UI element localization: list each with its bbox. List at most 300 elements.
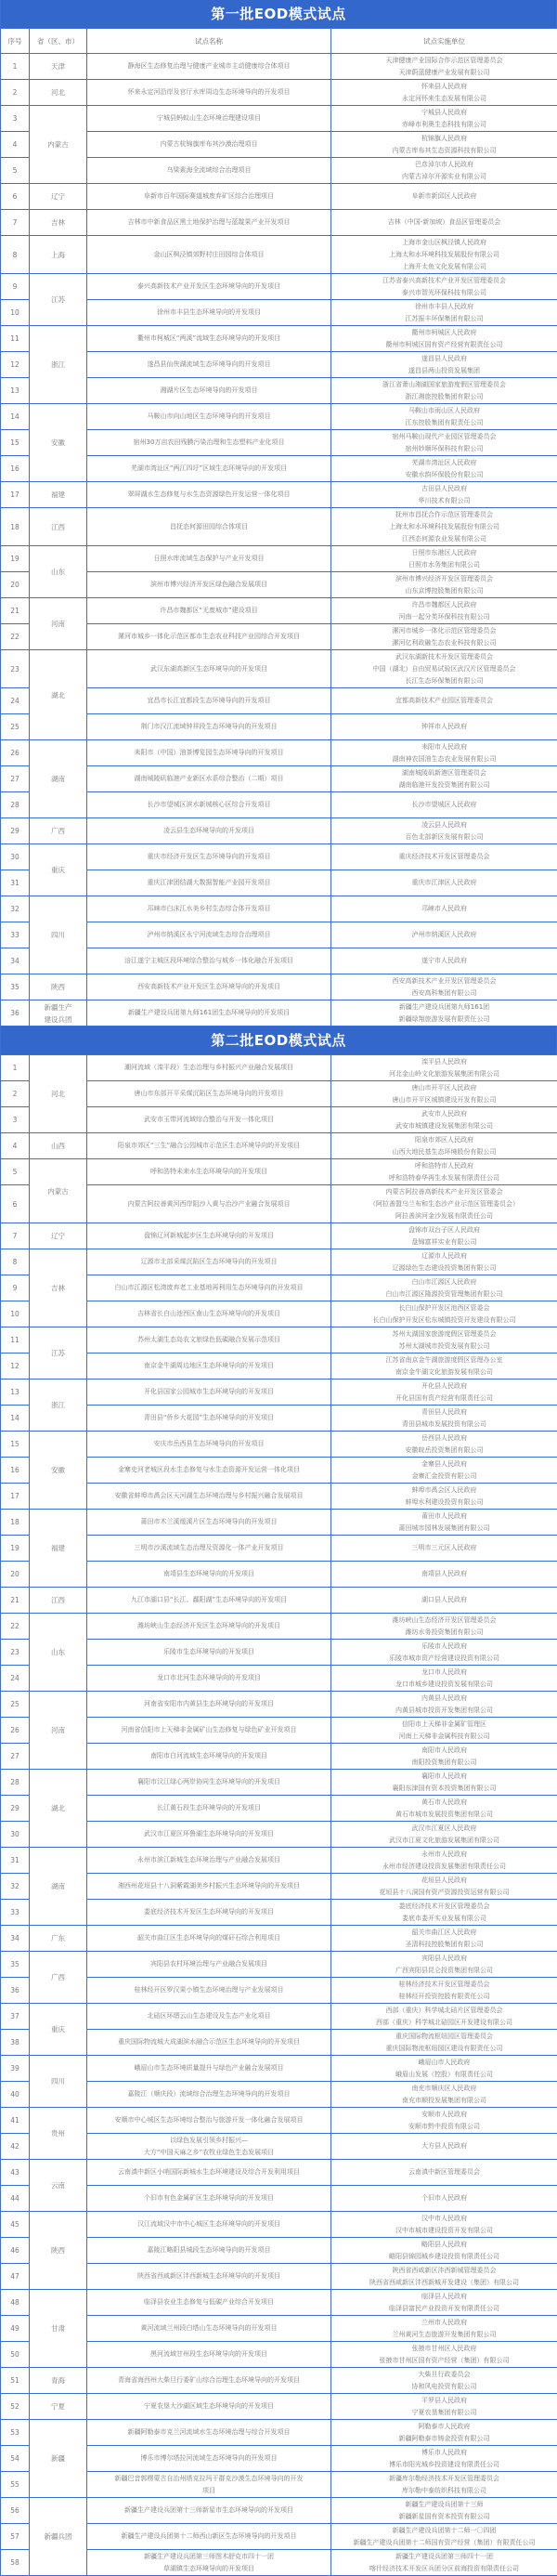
pilot-name-cell: 荆门市汉江流域钟祥段生态环境导向的开发项目 [87, 714, 331, 740]
pilot-name-cell: 武安市玉带河流域综合整治与开发一体化项目 [87, 1107, 331, 1133]
table-row [1, 1692, 557, 1718]
row-number: 21 [1, 1588, 30, 1614]
implementing-unit-cell [331, 1000, 557, 1026]
implementing-unit-line: 蚌埠水利建设投资有限公司 [333, 1497, 555, 1509]
implementing-unit-line: 宁夏农垦集团有限公司 [333, 2407, 555, 2419]
implementing-unit-line: 泸州市纳溪区人民政府 [333, 929, 555, 941]
row-number: 32 [1, 1874, 30, 1900]
row-number: 34 [1, 948, 30, 974]
implementing-unit-line: 广西宾阳县昆仑投资集团有限公司 [333, 1965, 555, 1977]
implementing-unit-line: 上海市金山区枫泾镇人民政府 [333, 237, 555, 249]
implementing-unit-line: 芜湖市湾沚区人民政府 [333, 457, 555, 469]
row-number: 13 [1, 1380, 30, 1406]
implementing-unit-line: 西安高科集团有限公司 [333, 987, 555, 1000]
implementing-unit-line: 山东京博控股集团有限公司 [333, 585, 555, 597]
implementing-unit-line: 重庆市江津区人民政府 [333, 877, 555, 889]
implementing-unit-line: 湖南神农国油生态农业发展有限公司 [333, 753, 555, 765]
province-cell: 四川 [30, 2056, 87, 2108]
pilot-name-cell: 河南省信阳市上天梯非金属矿山生态修复与绿色矿业开发项目 [87, 1718, 331, 1744]
implementing-unit-cell [331, 1770, 557, 1796]
pilot-name-cell: 耒阳市（中国）油茶博览园生态环境导向的开发项目 [87, 740, 331, 766]
implementing-unit-line: 徐州市丰县人民政府 [333, 301, 555, 313]
implementing-unit-line: 巴彦淖尔市人民政府 [333, 159, 555, 171]
pilot-name-cell: 金寨史河老城区段水生态修复与水生态资源开发运营一体化项目 [87, 1458, 331, 1484]
pilot-name-cell: 新疆生产建设兵团第九师161团生态环境导向的开发项目 [87, 1000, 331, 1026]
province-cell: 内蒙古 [30, 1159, 87, 1223]
pilot-name-cell: 内蒙古杭锦旗库布其沙漠治理项目 [87, 132, 331, 158]
implementing-unit-line: 宜都高新技术产业园区管理委员会 [333, 695, 555, 707]
table-row [1, 546, 557, 572]
row-number: 14 [1, 404, 30, 430]
implementing-unit-line: 襄阳东津国有资本投资集团有限公司 [333, 1783, 555, 1795]
pilot-name-cell: 武汉东湖高新区生态环境导向的开发项目 [87, 650, 331, 688]
row-number: 24 [1, 1666, 30, 1692]
implementing-unit-line: 武汉市江夏区人民政府 [333, 1823, 555, 1835]
row-number: 17 [1, 1484, 30, 1510]
implementing-unit-line: 临泽县富民产业投资开发有限责任公司 [333, 2303, 555, 2315]
pilot-name-cell: 宿州30万亩农田残膜污染治理和生态塑料产业化项目 [87, 430, 331, 456]
implementing-unit-line: 安徽皖岳投资集团有限公司 [333, 1445, 555, 1457]
implementing-unit-line: 武汉市江夏文化旅游发展集团有限公司 [333, 1835, 555, 1847]
table-row [1, 184, 557, 210]
implementing-unit-cell [331, 2160, 557, 2186]
batch1-title: 第一批EOD模式试点 [0, 0, 557, 28]
province-cell: 安徽 [30, 404, 87, 482]
implementing-unit-line: 汉中市人民政府 [333, 2213, 555, 2225]
row-number: 43 [1, 2160, 30, 2186]
implementing-unit-cell [331, 2108, 557, 2134]
table-row [1, 210, 557, 236]
implementing-unit-line: 滦平县人民政府 [333, 1056, 555, 1068]
row-number: 19 [1, 1536, 30, 1562]
implementing-unit-line: 新疆生产建设兵团第三师四十一团 [333, 2551, 555, 2563]
province-cell: 江苏 [30, 1327, 87, 1380]
implementing-unit-line: 日照市水务集团有限公司 [333, 559, 555, 571]
pilot-name-cell: 新疆生产建设兵团第三师图木舒克市四十一团 草湖镇生态环境导向的开发项目 [87, 2550, 331, 2576]
implementing-unit-line: 苏州太湖城市投资发展有限公司 [333, 1340, 555, 1353]
pilot-name-cell: 云南滇中新区小哨国际新城水生态环境建设及综合开发利用项目 [87, 2160, 331, 2186]
table-row [1, 740, 557, 766]
table-row [1, 2420, 557, 2446]
implementing-unit-line: 杭锦旗人民政府 [333, 133, 555, 145]
implementing-unit-cell [331, 688, 557, 714]
implementing-unit-line: 湖口县人民政府 [333, 1594, 555, 1606]
implementing-unit-line: 阜新市新邱区人民政府 [333, 190, 555, 203]
pilot-name-cell: 黄河流域兰州段白塔山生态环境导向的开发项目 [87, 2316, 331, 2342]
implementing-unit-line: 新疆新星国有资本投资有限公司 [333, 2511, 555, 2523]
implementing-unit-cell [331, 2394, 557, 2420]
implementing-unit-cell [331, 1692, 557, 1718]
implementing-unit-cell [331, 2368, 557, 2394]
row-number: 31 [1, 870, 30, 896]
row-number: 35 [1, 1952, 30, 1978]
pilot-name-cell: 三明市沙溪流域生态治理及资源化一体产业开发项目 [87, 1536, 331, 1562]
pilot-name-cell: 马鞍山市向山地区生态环境导向的开发项目 [87, 404, 331, 430]
implementing-unit-cell [331, 1223, 557, 1249]
province-cell: 甘肃 [30, 2290, 87, 2368]
implementing-unit-cell [331, 1249, 557, 1275]
pilot-name-cell: 青海省海西州大柴旦行委矿山综合治理生态环境导向的开发项目 [87, 2368, 331, 2394]
row-number: 4 [1, 1133, 30, 1159]
province-cell: 湖北 [30, 1770, 87, 1848]
pilot-name-cell: 西安高新技术产业开发区生态环境导向的开发项目 [87, 974, 331, 1000]
implementing-unit-cell [331, 2524, 557, 2550]
row-number: 27 [1, 1744, 30, 1770]
implementing-unit-line: 张掖市甘州区国有资产经营（集团）有限公司 [333, 2355, 555, 2367]
implementing-unit-line: 桂林经济技术开发区管理委员会 [333, 1979, 555, 1991]
batch1-table [0, 28, 557, 1026]
row-number: 15 [1, 1432, 30, 1458]
implementing-unit-line: 泰兴市智光环保科技有限公司 [333, 287, 555, 299]
implementing-unit-line: 遂宁市人民政府 [333, 955, 555, 967]
row-number: 29 [1, 818, 30, 844]
pilot-name-cell: 武汉市江夏区环鲁湖生态环境导向的开发项目 [87, 1822, 331, 1848]
implementing-unit-cell [331, 1926, 557, 1952]
implementing-unit-cell [331, 1406, 557, 1432]
table-row [1, 1770, 557, 1796]
implementing-unit-line: 武安市人民政府 [333, 1108, 555, 1120]
pilot-name-cell: 宁夏农垦大沙湖区域生态环境导向的开发项目 [87, 2394, 331, 2420]
row-number: 39 [1, 2056, 30, 2082]
implementing-unit-cell [331, 844, 557, 870]
row-number: 51 [1, 2368, 30, 2394]
pilot-name-cell: 南京金牛湖周边地区生态环境导向的开发项目 [87, 1353, 331, 1380]
implementing-unit-cell [331, 2498, 557, 2524]
province-cell: 重庆 [30, 2004, 87, 2056]
pilot-name-cell: 乐陵市生态环境导向的开发项目 [87, 1640, 331, 1666]
implementing-unit-line: 宿州马鞍山现代产业园区管理委员会 [333, 431, 555, 443]
implementing-unit-line: 滨州市博兴经济开发区管理委员会 [333, 573, 555, 585]
row-number: 28 [1, 792, 30, 818]
row-number: 8 [1, 1249, 30, 1275]
implementing-unit-line: 江西态何源农业发展有限公司 [333, 533, 555, 545]
implementing-unit-line: 陕西省西咸新区沣西新城管理委员会 [333, 2265, 555, 2277]
implementing-unit-line: 陕西省西咸新区沣西新城开发建设（集团）有限公司 [333, 2277, 555, 2289]
pilot-name-cell: 九江市湖口县“长江、鄱阳湖”生态环境导向的开发项目 [87, 1588, 331, 1614]
implementing-unit-line: 宿州妙顺环保科技有限公司 [333, 443, 555, 455]
implementing-unit-cell [331, 766, 557, 792]
row-number: 5 [1, 1159, 30, 1185]
pilot-name-cell: 韶关市曲江区生态环境导向的煤矸石综合利用项目 [87, 1926, 331, 1952]
pilot-name-cell: 南阳市白河流域生态环境导向的开发项目 [87, 1744, 331, 1770]
pilot-name-cell: 宜昌市长江宜都段生态环境导向的开发项目 [87, 688, 331, 714]
province-cell: 河南 [30, 598, 87, 650]
implementing-unit-line: 日照市东港区人民政府 [333, 547, 555, 559]
implementing-unit-line: 张掖市甘州区人民政府 [333, 2343, 555, 2355]
implementing-unit-line: 信阳市上天梯非金属矿管理区 [333, 1719, 555, 1731]
pilot-name-cell: 汉江流域汉中市中心城区生态环境导向的开发项目 [87, 2212, 331, 2238]
row-number: 38 [1, 2030, 30, 2056]
implementing-unit-cell [331, 1744, 557, 1770]
implementing-unit-line: 重庆国际物流枢纽园区建设有限责任公司 [333, 2043, 555, 2055]
implementing-unit-line: 宾阳县人民政府 [333, 1953, 555, 1965]
pilot-name-cell: 泰兴高新技术产业开发区生态环境导向的开发项目 [87, 274, 331, 300]
implementing-unit-line: 永州市人民政府 [333, 1849, 555, 1861]
row-number: 58 [1, 2550, 30, 2576]
province-cell: 山东 [30, 546, 87, 598]
table-row [1, 2212, 557, 2238]
implementing-unit-cell [331, 184, 557, 210]
implementing-unit-line: 衢州市柯城区人民政府 [333, 327, 555, 339]
implementing-unit-line: 长江生态环保集团有限公司 [333, 675, 555, 687]
pilot-name-cell: 嘉陵江略阳县城段生态环境导向的开发项目 [87, 2238, 331, 2264]
implementing-unit-cell [331, 2420, 557, 2446]
implementing-unit-cell [331, 1588, 557, 1614]
province-cell: 辽宁 [30, 184, 87, 210]
implementing-unit-line: 南京金牛湖文化旅游发展有限公司 [333, 1366, 555, 1379]
table-row [1, 1159, 557, 1185]
row-number: 49 [1, 2316, 30, 2342]
implementing-unit-cell [331, 2056, 557, 2082]
implementing-unit-line: 新疆绿翔旅游发展有限责任公司 [333, 1013, 555, 1026]
implementing-unit-line: 峨眉山市人民政府 [333, 2057, 555, 2069]
province-cell: 安徽 [30, 1432, 87, 1510]
implementing-unit-cell [331, 818, 557, 844]
pilot-name-cell: 金山区枫泾镇郊野村庄田园综合体项目 [87, 236, 331, 274]
implementing-unit-line: 花垣县人民政府 [333, 1875, 555, 1887]
implementing-unit-cell [331, 1874, 557, 1900]
row-number: 16 [1, 456, 30, 482]
row-number: 20 [1, 572, 30, 598]
pilot-name-cell: 吉林市中新食品区黑土地保护治理与蓝靛果产业开发项目 [87, 210, 331, 236]
implementing-unit-line: 新疆生产建设兵团第十三师 [333, 2499, 555, 2511]
implementing-unit-line: 桂林经开投资控股有限责任公司 [333, 1991, 555, 2003]
implementing-unit-line: 中国（湖北）自由贸易试验区武汉片区管理委员会 [333, 663, 555, 675]
implementing-unit-line: 漯河亿利政融生态农业科技有限公司 [333, 637, 555, 649]
province-cell: 福建 [30, 1510, 87, 1588]
pilot-name-cell: 滨州市博兴经济开发区绿色融合发展项目 [87, 572, 331, 598]
pilot-name-cell: 阜新市百年国际赛道城废弃矿区综合治理项目 [87, 184, 331, 210]
implementing-unit-cell [331, 1185, 557, 1223]
implementing-unit-line: 邛崃市人民政府 [333, 903, 555, 915]
implementing-unit-line: 襄阳市人民政府 [333, 1771, 555, 1783]
implementing-unit-line: 阿勒泰市人民政府 [333, 2421, 555, 2433]
implementing-unit-line: 新疆库尔勒经济技术开发区管理委员会 [333, 2473, 555, 2485]
implementing-unit-cell [331, 1952, 557, 1978]
implementing-unit-line: 兰州黄河生态旅游开发集团有限公司 [333, 2329, 555, 2341]
table-row [1, 896, 557, 922]
implementing-unit-cell [331, 2004, 557, 2030]
implementing-unit-cell [331, 326, 557, 352]
implementing-unit-cell [331, 1640, 557, 1666]
implementing-unit-cell [331, 1353, 557, 1380]
table-row [1, 1249, 557, 1275]
implementing-unit-line: 西安高新技术产业开发区管理委员会 [333, 975, 555, 987]
implementing-unit-cell [331, 1510, 557, 1536]
implementing-unit-cell [331, 1380, 557, 1406]
table-row [1, 1510, 557, 1536]
province-cell: 广西 [30, 818, 87, 844]
implementing-unit-cell [331, 1536, 557, 1562]
implementing-unit-line: 临泽县人民政府 [333, 2291, 555, 2303]
table-row [1, 80, 557, 106]
implementing-unit-cell [331, 1796, 557, 1822]
implementing-unit-cell [331, 948, 557, 974]
implementing-unit-line: 娄底经济技术开发区管理委员会 [333, 1901, 555, 1913]
row-number: 10 [1, 300, 30, 326]
row-number: 21 [1, 598, 30, 624]
table-row [1, 2160, 557, 2186]
pilot-name-cell: 宁城县蚂蚁山生态环境治理建设项目 [87, 106, 331, 132]
implementing-unit-line: 乐陵市人民政府 [333, 1641, 555, 1653]
row-number: 29 [1, 1796, 30, 1822]
pilot-name-cell: 遂昌县仙侠湖流域生态环境导向的开发项目 [87, 352, 331, 378]
implementing-unit-cell [331, 158, 557, 184]
implementing-unit-line: 峨眉山发展（控股）有限责任公司 [333, 2069, 555, 2081]
implementing-unit-line: 江苏省南京金牛湖旅游度假区管理办公室 [333, 1354, 555, 1366]
implementing-unit-cell [331, 404, 557, 430]
pilot-name-cell: 新疆生产建设兵团第十三师新星市生态环境导向的开发项目 [87, 2498, 331, 2524]
implementing-unit-cell [331, 1562, 557, 1588]
province-cell: 吉林 [30, 1249, 87, 1327]
pilot-name-cell: 新疆生产建设兵团第十二师西山新区生态环境导向的开发项目 [87, 2524, 331, 2550]
row-number: 26 [1, 1718, 30, 1744]
row-number: 17 [1, 482, 30, 508]
implementing-unit-line: 凌云县人民政府 [333, 819, 555, 831]
implementing-unit-line: 江苏省泰兴高新技术产业开发区管理委员会 [333, 275, 555, 287]
implementing-unit-line: 潍坊水务投资集团有限公司 [333, 1627, 555, 1639]
implementing-unit-cell [331, 1055, 557, 1081]
pilot-name-cell: 潮河流域（滦平段）生态治理与乡村振兴产业融合发展项目 [87, 1055, 331, 1081]
implementing-unit-cell [331, 792, 557, 818]
row-number: 31 [1, 1848, 30, 1874]
implementing-unit-line: 南阳市人民政府 [333, 1745, 555, 1757]
implementing-unit-line: 安顺市人民政府 [333, 2109, 555, 2121]
batch1-body [1, 54, 557, 1026]
row-number: 23 [1, 650, 30, 688]
batch2-body [1, 1055, 557, 2576]
implementing-unit-line: 钟祥市人民政府 [333, 721, 555, 733]
table-row [1, 818, 557, 844]
pilot-name-cell: 新疆阿勒泰市克兰河流域水生态环境治理与综合开发项目 [87, 2420, 331, 2446]
implementing-unit-cell [331, 2134, 557, 2160]
row-number: 54 [1, 2446, 30, 2472]
implementing-unit-line: 博乐市人民政府 [333, 2447, 555, 2459]
implementing-unit-line: 开化县人民政府 [333, 1380, 555, 1393]
implementing-unit-cell [331, 1900, 557, 1926]
province-cell: 贵州 [30, 2108, 87, 2160]
pilot-name-cell: 陕西省西咸新区沣西新城生态环境导向的开发项目 [87, 2264, 331, 2290]
pilot-name-cell: 安庆市岳西县生态环境导向的开发项目 [87, 1432, 331, 1458]
pilot-name-cell: 桂林经开区罗汉果小镇生态环境治理与产业发展项目 [87, 1978, 331, 2004]
table-row [1, 844, 557, 870]
implementing-unit-line: 黄石市人民政府 [333, 1797, 555, 1809]
implementing-unit-cell [331, 1666, 557, 1692]
row-number: 26 [1, 740, 30, 766]
row-number: 56 [1, 2498, 30, 2524]
implementing-unit-line: 盘锦富祥实业有限公司 [333, 1236, 555, 1249]
implementing-unit-line: 花垣县十八洞国有资产资源投资运营有限公司 [333, 1887, 555, 1899]
implementing-unit-line: 阳泉市郊区人民政府 [333, 1134, 555, 1146]
table-row [1, 2056, 557, 2082]
pilot-name-cell: 峨眉山市生态环境质量提升与绿色产业融合发展项目 [87, 2056, 331, 2082]
province-cell: 上海 [30, 236, 87, 274]
implementing-unit-line: 呼和浩特市人民政府 [333, 1160, 555, 1172]
implementing-unit-line: 内蒙古淖尔开源实业有限公司 [333, 171, 555, 183]
implementing-unit-line: 兰州市人民政府 [333, 2317, 555, 2329]
implementing-unit-cell [331, 2316, 557, 2342]
province-cell: 山东 [30, 1614, 87, 1692]
implementing-unit-cell [331, 2212, 557, 2238]
province-cell: 河南 [30, 1692, 87, 1770]
row-number: 53 [1, 2420, 30, 2446]
header-pilot-name: 试点名称 [87, 29, 331, 54]
implementing-unit-line: 莆田城市园林发展集团有限公司 [333, 1523, 555, 1535]
row-number: 47 [1, 2264, 30, 2290]
row-number: 37 [1, 2004, 30, 2030]
pilot-name-cell: 苏州太湖生态岛农文旅绿色低碳融合发展示范项目 [87, 1327, 331, 1353]
implementing-unit-cell [331, 974, 557, 1000]
province-cell: 浙江 [30, 326, 87, 404]
implementing-unit-line: 长白山保护开发区池西区管委会 [333, 1302, 555, 1314]
implementing-unit-line: 耒阳市人民政府 [333, 741, 555, 753]
header-implementing-unit: 试点实施单位 [331, 29, 557, 54]
implementing-unit-line: 云南滇中新区管理委员会 [333, 2166, 555, 2178]
pilot-name-cell: 重庆江津团结湖大数据智能产业园开发项目 [87, 870, 331, 896]
implementing-unit-cell [331, 482, 557, 508]
implementing-unit-cell [331, 1133, 557, 1159]
province-cell: 广西 [30, 1952, 87, 2004]
implementing-unit-line: 南充市顺庆区人民政府 [333, 2083, 555, 2095]
table-row [1, 974, 557, 1000]
row-number: 44 [1, 2186, 30, 2212]
table-row [1, 650, 557, 688]
table-row [1, 2004, 557, 2030]
pilot-name-cell: 乌梁素海全流域综合治理项目 [87, 158, 331, 184]
row-number: 6 [1, 184, 30, 210]
implementing-unit-line: 宁城县人民政府 [333, 107, 555, 119]
table-row [1, 1848, 557, 1874]
header-no: 序号 [1, 29, 30, 54]
implementing-unit-line: 遂昌县两山投资发展集团 [333, 365, 555, 377]
implementing-unit-line: 盘锦市双台子区人民政府 [333, 1224, 555, 1236]
table-row [1, 106, 557, 132]
implementing-unit-line: 阿拉善滨河金沙发展有限责任公司 [333, 1210, 555, 1223]
implementing-unit-line: 浙江湘旅控股集团有限公司 [333, 391, 555, 403]
pilot-name-cell: 襄阳市汉江绿心两岸协同生态环境导向的开发项目 [87, 1770, 331, 1796]
row-number: 11 [1, 1327, 30, 1353]
implementing-unit-line: 江东控股集团有限责任公司 [333, 417, 555, 429]
implementing-unit-line: 岳西县人民政府 [333, 1432, 555, 1445]
implementing-unit-line: 新疆生产建设兵团第十二师一〇四团 [333, 2525, 555, 2537]
pilot-name-cell: 湘西州花垣县十八洞紫霞湖美乡村振兴生态环境导向的开发项目 [87, 1874, 331, 1900]
pilot-name-cell: 娄底经济技术开发区生态环境导向的开发项目 [87, 1900, 331, 1926]
implementing-unit-line: 娄底市娄开实业发展有限公司 [333, 1913, 555, 1925]
pilot-name-cell: 龙口市北河生态环境导向的开发项目 [87, 1666, 331, 1692]
implementing-unit-cell [331, 2238, 557, 2264]
pilot-name-cell: 日照水库流域生态保护与产业开发项目 [87, 546, 331, 572]
implementing-unit-cell [331, 352, 557, 378]
implementing-unit-line: 南充市顺投发展集团有限公司 [333, 2095, 555, 2107]
pilot-name-cell: 漯河市城乡一体化示范区都市生态农业科技产业园综合开发项目 [87, 624, 331, 650]
pilot-name-cell: 怀来永定河沿岸及官厅水库周边生态环境导向的开发项目 [87, 80, 331, 106]
implementing-unit-line: 安顺市黔中投资有限公司 [333, 2121, 555, 2133]
row-number: 40 [1, 2082, 30, 2108]
implementing-unit-cell [331, 1718, 557, 1744]
implementing-unit-line: 新疆生产建设兵团第十二师国有资产经营（集团）有限责任公司 [333, 2537, 555, 2549]
implementing-unit-line: 永州市经济建设投资发展集团有限责任公司 [333, 1861, 555, 1873]
implementing-unit-line: 莆田市人民政府 [333, 1510, 555, 1523]
table-row [1, 1952, 557, 1978]
pilot-name-cell: 黑河流域甘州段生态环境导向的开发项目 [87, 2342, 331, 2368]
row-number: 1 [1, 54, 30, 80]
row-number: 19 [1, 546, 30, 572]
implementing-unit-line: 上海开太鱼文化发展有限公司 [333, 261, 555, 273]
implementing-unit-line: 大柴旦行政委员会 [333, 2369, 555, 2381]
pilot-name-cell: 湘湖片区生态环境导向的开发项目 [87, 378, 331, 404]
province-cell: 河北 [30, 1055, 87, 1133]
pilot-name-cell: 内蒙古阿拉善黄河西岸阻沙入黄与治沙产业融合发展项目 [87, 1185, 331, 1223]
